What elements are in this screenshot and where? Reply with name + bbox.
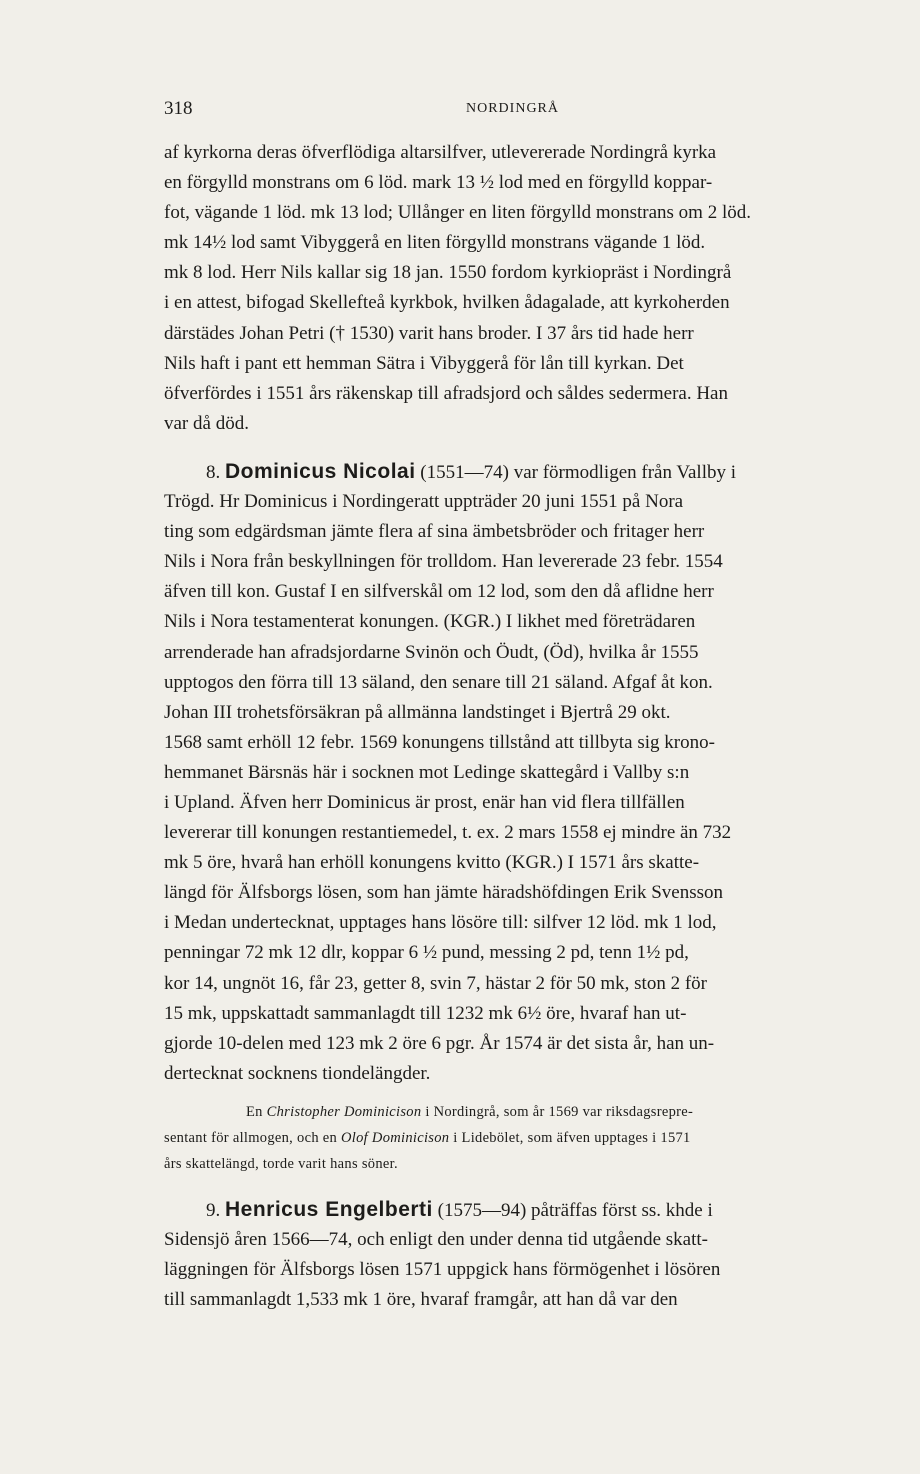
text-line: en förgylld monstrans om 6 löd. mark 13 ½ lod med en förgylld koppar- xyxy=(164,172,713,194)
text-line: ting som edgärdsman jämte flera af sina ämbetsbröder och fritager herr xyxy=(164,521,705,543)
text-line: gjorde 10-delen med 123 mk 2 öre 6 pgr. År 1574 är det sista år, han un- xyxy=(164,1032,715,1054)
entry-heading-line xyxy=(164,457,870,487)
paragraph-8 xyxy=(164,457,870,1089)
text-line: äfven till kon. Gustaf I en silfverskål om 12 lod, som den då aflidne herr xyxy=(164,581,714,603)
text-line: Nils i Nora testamenterat konungen. (KGR.) I likhet med företrädaren xyxy=(164,611,696,633)
text-line: levererar till konungen restantiemedel, t. ex. 2 mars 1558 ej mindre än 732 xyxy=(164,822,732,844)
text-line: mk 5 öre, hvarå han erhöll konungens kvitto (KGR.) I 1571 års skatte- xyxy=(164,852,700,874)
text-line: kor 14, ungnöt 16, får 23, getter 8, svin 7, hästar 2 för 50 mk, ston 2 för xyxy=(164,972,707,994)
note-person-name: Olof Dominicison xyxy=(341,1129,450,1146)
text-line: upptogos den förra till 13 säland, den senare till 21 säland. Afgaf åt kon. xyxy=(164,671,713,693)
text-line: af kyrkorna deras öfverflödiga altarsilfver, utlevererade Nordingrå kyrka xyxy=(164,142,717,163)
text-line: därstädes Johan Petri († 1530) varit hans broder. I 37 års tid hade herr xyxy=(164,322,694,344)
paragraph-1 xyxy=(164,138,870,439)
note-line: En Christopher Dominicison i Nordingrå, som år 1569 var riksdagsrepre- xyxy=(246,1103,694,1120)
entry-first-line: (1551—74) var förmodligen från Vallby i xyxy=(420,461,737,483)
running-title: NORDINGRÅ xyxy=(466,101,559,116)
text-line: Nils haft i pant ett hemman Sätra i Vibyggerå för lån till kyrkan. Det xyxy=(164,352,684,374)
entry-number: 9. xyxy=(206,1199,221,1221)
note-line: sentant för allmogen, och en Olof Dominicison i Lidebölet, som äfven upptages i 1571 xyxy=(164,1129,691,1146)
text-line: Nils i Nora från beskyllningen för trolldom. Han levererade 23 febr. 1554 xyxy=(164,551,723,573)
page-number: 318 xyxy=(164,98,193,119)
text-line: öfverfördes i 1551 års räkenskap till afradsjord och såldes sedermera. Han xyxy=(164,382,728,404)
paragraph-9 xyxy=(164,1195,870,1315)
text-line: mk 8 lod. Herr Nils kallar sig 18 jan. 1550 fordom kyrkiopräst i Nordingrå xyxy=(164,262,732,284)
note-line: års skattelängd, torde varit hans söner. xyxy=(164,1155,398,1172)
text-line: var då död. xyxy=(164,412,249,434)
text-line: arrenderade han afradsjordarne Svinön och Öudt, (Öd), hvilka år 1555 xyxy=(164,641,699,663)
note-person-name: Christopher Dominicison xyxy=(266,1103,422,1120)
entry-name: Dominicus Nicolai xyxy=(225,459,416,483)
text-line: 15 mk, uppskattadt sammanlagdt till 1232 mk 6½ öre, hvaraf han ut- xyxy=(164,1002,687,1024)
text-line: dertecknat socknens tiondelängder. xyxy=(164,1062,431,1084)
entry-heading-line xyxy=(164,1195,870,1225)
text-line: 1568 samt erhöll 12 febr. 1569 konungens tillstånd att tillbyta sig krono- xyxy=(164,731,715,753)
text-line: i en attest, bifogad Skellefteå kyrkbok, hvilken ådagalade, att kyrkoherden xyxy=(164,292,730,314)
text-line: i Medan undertecknat, upptages hans lösöre till: silfver 12 löd. mk 1 lod, xyxy=(164,912,717,934)
text-line: längd för Älfsborgs lösen, som han jämte häradshöfdingen Erik Svensson xyxy=(164,882,724,904)
entry-first-line: (1575—94) påträffas först ss. khde i xyxy=(437,1199,713,1221)
text-line: mk 14½ lod samt Vibyggerå en liten förgylld monstrans vägande 1 löd. xyxy=(164,232,706,254)
text-line: Sidensjö åren 1566—74, och enligt den under denna tid utgående skatt- xyxy=(164,1229,709,1250)
page-header xyxy=(164,98,870,124)
text-line: Trögd. Hr Dominicus i Nordingeratt uppträder 20 juni 1551 på Nora xyxy=(164,491,684,513)
footnote xyxy=(164,1099,870,1177)
text-line: fot, vägande 1 löd. mk 13 lod; Ullånger en liten förgylld monstrans om 2 löd. xyxy=(164,202,751,224)
text-line: till sammanlagdt 1,533 mk 1 öre, hvaraf framgår, att han då var den xyxy=(164,1289,678,1311)
text-line: i Upland. Äfven herr Dominicus är prost, enär han vid flera tillfällen xyxy=(164,791,685,813)
text-line: penningar 72 mk 12 dlr, koppar 6 ½ pund, messing 2 pd, tenn 1½ pd, xyxy=(164,942,689,964)
entry-number: 8. xyxy=(206,461,221,483)
text-line: hemmanet Bärsnäs här i socknen mot Ledinge skattegård i Vallby s:n xyxy=(164,761,690,783)
text-line: Johan III trohetsförsäkran på allmänna landstinget i Bjertrå 29 okt. xyxy=(164,701,671,723)
body-text xyxy=(164,138,870,1315)
text-line: läggningen för Älfsborgs lösen 1571 uppgick hans förmögenhet i lösören xyxy=(164,1259,721,1281)
entry-name: Henricus Engelberti xyxy=(225,1197,433,1221)
